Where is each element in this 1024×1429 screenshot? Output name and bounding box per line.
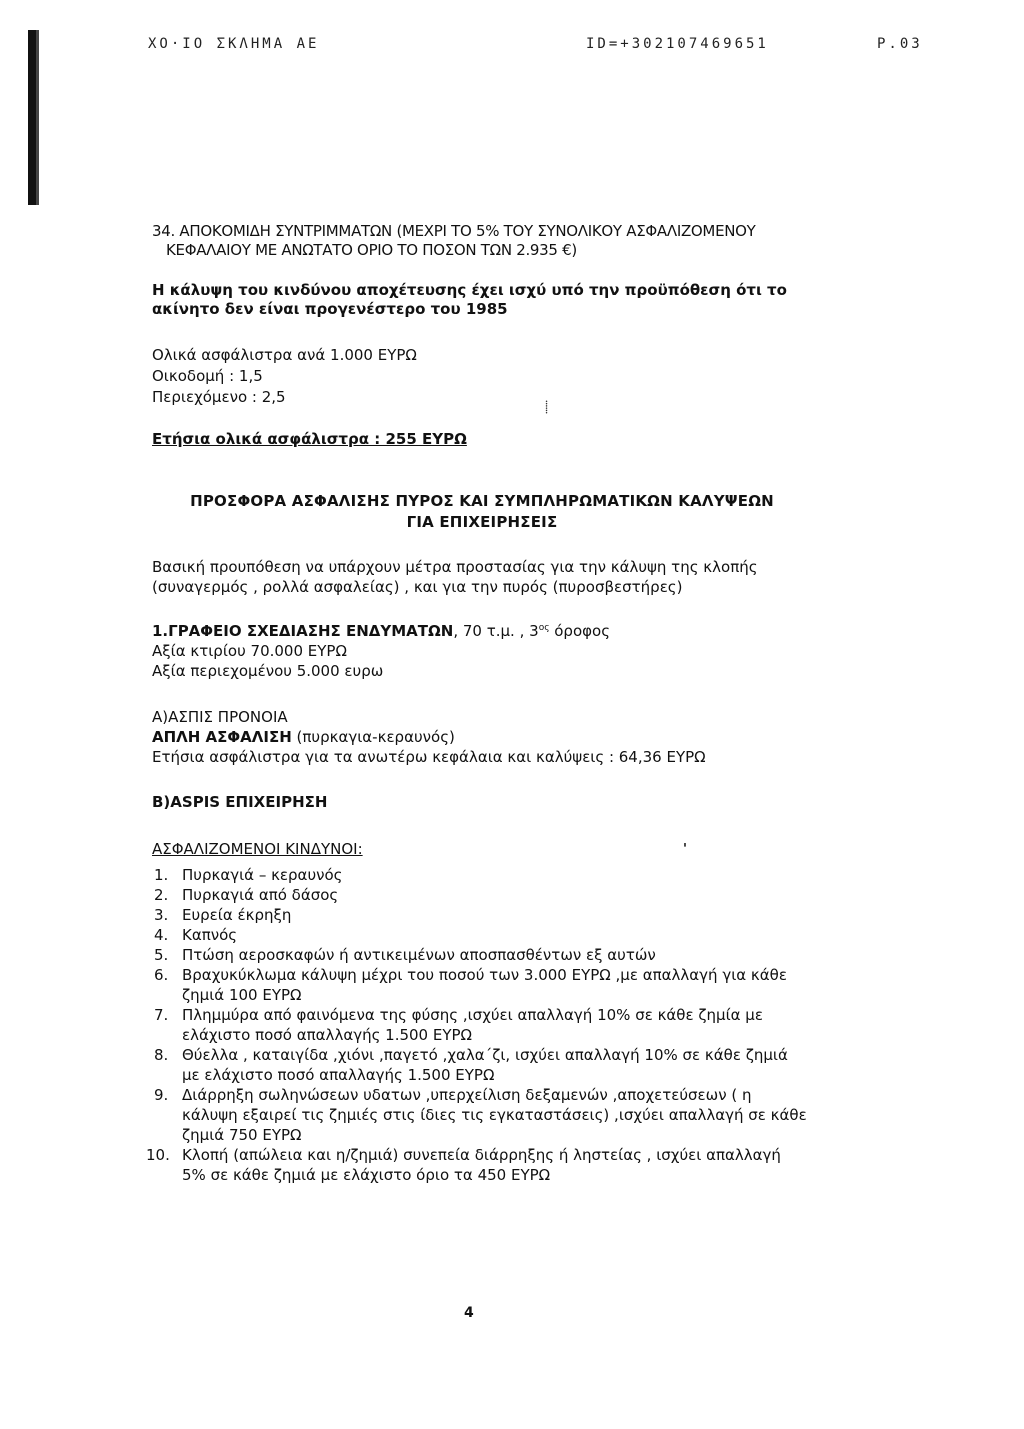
list-item (152, 925, 852, 945)
list-item (152, 1085, 852, 1145)
list-item-text: ελάχιστο ποσό απαλλαγής 1.500 ΕΥΡΩ (182, 1026, 473, 1044)
list-item-text: Διάρρηξη σωληνώσεων υδατων ,υπερχείλιση δεξαμενών ,αποχετεύσεων ( η (182, 1086, 752, 1104)
page-number: 4 (464, 1305, 474, 1321)
risks-list (146, 865, 852, 1185)
offer-title-line2: ΓΙΑ ΕΠΙΧΕΙΡΗΣΕΙΣ (406, 513, 558, 531)
condition-line2: ακίνητο δεν είναι προγενέστερο του 1985 (152, 300, 508, 318)
office-floor: όροφος (549, 622, 611, 640)
list-item-text: Κλοπή (απώλεια και η/ζημιά) συνεπεία διάρρηξης ή ληστείας , ισχύει απαλλαγή (182, 1146, 781, 1164)
fax-header (0, 36, 1024, 60)
offer-title (152, 491, 812, 533)
aspis-a-heading: Α)ΑΣΠΙΣ ΠΡΟΝΟΙΑ (152, 708, 288, 726)
list-item-number: 6. (154, 966, 169, 984)
list-item-text: Πλημμύρα από φαινόμενα της φύσης ,ισχύει απαλλαγή 10% σε κάθε ζημία με (182, 1006, 763, 1024)
list-item (146, 1145, 852, 1185)
list-item-text: Πυρκαγιά – κεραυνός (182, 866, 343, 884)
list-item (152, 865, 852, 885)
list-item-number: 7. (154, 1006, 169, 1024)
simple-insurance-label: ΑΠΛΗ ΑΣΦΑΛΙΣΗ (152, 728, 292, 746)
document-body (146, 222, 852, 1185)
office-line (152, 621, 852, 641)
contents-rate: Περιεχόμενο : 2,5 (152, 388, 286, 406)
condition-line1: Η κάλυψη του κινδύνου αποχέτευσης έχει ισχύ υπό την προϋπόθεση ότι το (152, 281, 787, 299)
list-item (152, 905, 852, 925)
list-item-text: Βραχυκύκλωμα κάλυψη μέχρι του ποσού των 3.000 ΕΥΡΩ ,με απαλλαγή για κάθε (182, 966, 787, 984)
list-item (152, 965, 852, 1005)
office-details (152, 621, 852, 681)
list-item-number: 3. (154, 906, 169, 924)
aspis-b-heading: Β)ASPIS ΕΠΙΧΕΙΡΗΣΗ (152, 793, 328, 811)
list-item (152, 1005, 852, 1045)
list-item-text: Πτώση αεροσκαφών ή αντικειμένων αποσπασθέντων εξ αυτών (182, 946, 656, 964)
list-item-number: 8. (154, 1046, 169, 1064)
list-item (152, 1045, 852, 1085)
simple-insurance-detail: (πυρκαγια-κεραυνός) (291, 728, 455, 746)
list-item-number: 10. (146, 1146, 170, 1164)
list-item-number: 9. (154, 1086, 169, 1104)
list-item-text: κάλυψη εξαιρεί τις ζημιές στις ίδιες τις εγκαταστάσεις) ,ισχύει απαλλαγή σε κάθε (182, 1106, 807, 1124)
prerequisite (152, 557, 852, 597)
scan-speck: ⸽ (545, 400, 549, 414)
offer-title-line1: ΠΡΟΣΦΟΡΑ ΑΣΦΑΛΙΣΗΣ ΠΥΡΟΣ ΚΑΙ ΣΥΜΠΛΗΡΩΜΑΤΙΚΩΝ ΚΑΛΥΨΕΩΝ (190, 492, 774, 510)
premium-rates (152, 345, 852, 408)
list-item-text: Θύελλα , καταιγίδα ,χιόνι ,παγετό ,χαλα΄ζι, ισχύει απαλλαγή 10% σε κάθε ζημιά (182, 1046, 788, 1064)
list-item-text: 5% σε κάθε ζημιά με ελάχιστο όριο τα 450 ΕΥΡΩ (182, 1166, 551, 1184)
list-item-number: 5. (154, 946, 169, 964)
prerequisite-line2: (συναγερμός , ρολλά ασφαλείας) , και για την πυρός (πυροσβεστήρες) (152, 578, 683, 596)
section-34 (152, 222, 852, 260)
list-item (152, 945, 852, 965)
list-item-number: 1. (154, 866, 169, 884)
risks-title: ΑΣΦΑΛΙΖΟΜΕΝΟΙ ΚΙΝΔΥΝΟΙ: (152, 840, 363, 858)
total-rate-label: Ολικά ασφάλιστρα ανά 1.000 ΕΥΡΩ (152, 346, 417, 364)
office-title: 1.ΓΡΑΦΕΙΟ ΣΧΕΔΙΑΣΗΣ ΕΝΔΥΜΑΤΩΝ (152, 622, 454, 640)
list-item-text: ζημιά 100 ΕΥΡΩ (182, 986, 302, 1004)
section-34-line1: 34. ΑΠΟΚΟΜΙΔΗ ΣΥΝΤΡΙΜΜΑΤΩΝ (ΜΕΧΡΙ ΤΟ 5% ΤΟΥ ΣΥΝΟΛΙΚΟΥ ΑΣΦΑΛΙΖΟΜΕΝΟΥ (152, 222, 756, 240)
aspis-a-premium: Ετήσια ασφάλιστρα για τα ανωτέρω κεφάλαια και καλύψεις : 64,36 ΕΥΡΩ (152, 748, 706, 766)
list-item-text: με ελάχιστο ποσό απαλλαγής 1.500 ΕΥΡΩ (182, 1066, 495, 1084)
building-value: Αξία κτιρίου 70.000 ΕΥΡΩ (152, 642, 347, 660)
section-34-line2: ΚΕΦΑΛΑΙΟΥ ΜΕ ΑΝΩΤΑΤΟ ΟΡΙΟ ΤΟ ΠΟΣΟΝ ΤΩΝ 2.935 €) (166, 241, 577, 259)
list-item-text: ζημιά 750 ΕΥΡΩ (182, 1126, 302, 1144)
list-item-number: 4. (154, 926, 169, 944)
prerequisite-line1: Βασική προυπόθεση να υπάρχουν μέτρα προστασίας για την κάλυψη της κλοπής (152, 558, 758, 576)
list-item-text: Ευρεία έκρηξη (182, 906, 292, 924)
simple-insurance-line (152, 727, 852, 747)
fax-page: P.03 (877, 36, 923, 52)
office-detail: , 70 τ.μ. , 3 (453, 622, 539, 640)
list-item-number: 2. (154, 886, 169, 904)
list-item-text: Πυρκαγιά από δάσος (182, 886, 339, 904)
contents-value: Αξία περιεχομένου 5.000 ευρω (152, 662, 384, 680)
office-floor-suffix: ος (538, 623, 550, 633)
condition-note (152, 281, 852, 319)
fax-id: ID=+302107469651 (586, 36, 769, 52)
building-rate: Οικοδομή : 1,5 (152, 367, 263, 385)
list-item (152, 885, 852, 905)
fax-sender: ΧΟ·ΙΟ ΣΚΛΗΜΑ ΑΕ (148, 36, 320, 52)
list-item-text: Καπνός (182, 926, 238, 944)
scan-mark: ' (683, 842, 687, 857)
annual-total-premium: Ετήσια ολικά ασφάλιστρα : 255 ΕΥΡΩ (152, 430, 467, 448)
aspis-pronoia (152, 707, 852, 767)
